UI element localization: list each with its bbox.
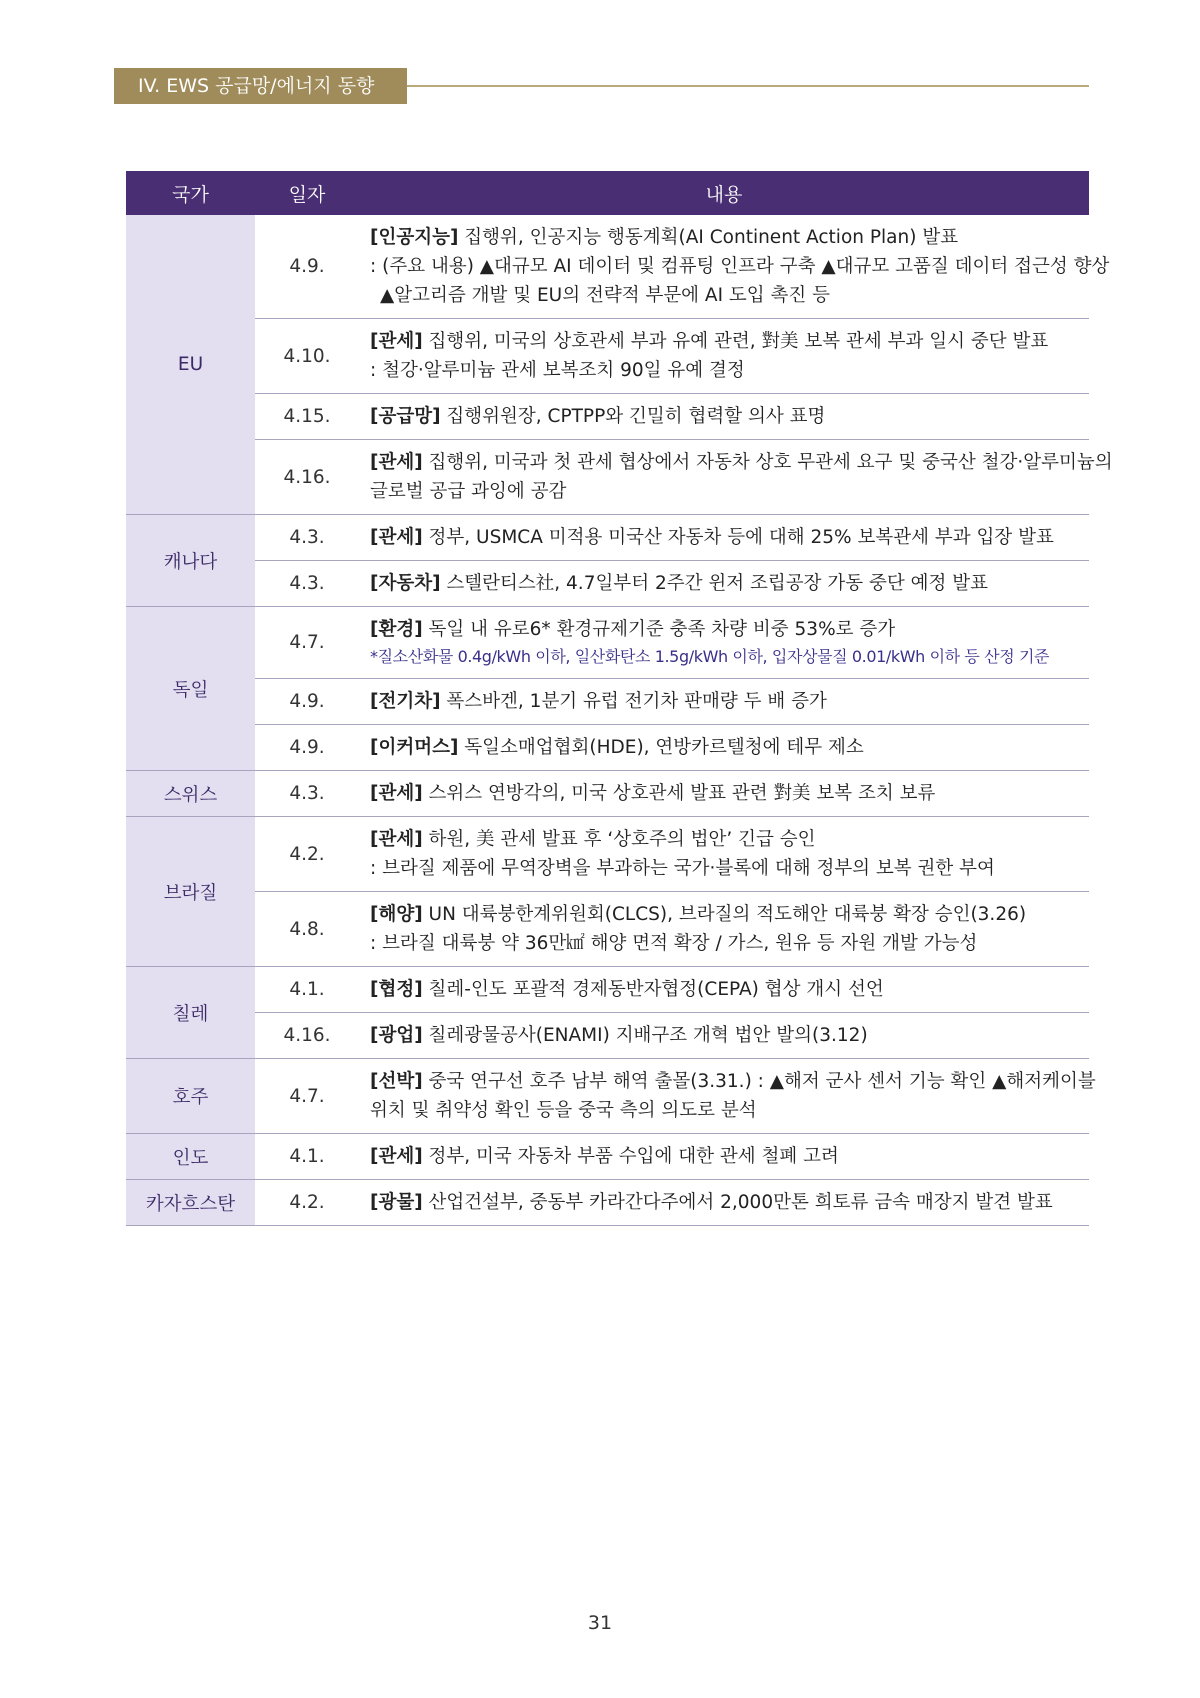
content-text: 스위스 연방각의, 미국 상호관세 발표 관련 對美 보복 조치 보류 — [428, 783, 936, 804]
date-cell: 4.3. — [255, 561, 359, 607]
content-text: 칠레-인도 포괄적 경제동반자협정(CEPA) 협상 개시 선언 — [428, 979, 884, 1000]
category-tag: [관세] — [370, 1146, 423, 1167]
page-number: 31 — [587, 1612, 613, 1634]
section-title: IV. EWS 공급망/에너지 동향 — [114, 68, 407, 104]
table-row — [126, 561, 1089, 607]
news-table — [126, 171, 1113, 1226]
table-row — [126, 679, 1089, 725]
content-cell — [359, 1013, 1089, 1059]
category-tag: [전기차] — [370, 691, 441, 712]
country-cell: 독일 — [126, 607, 255, 771]
content-cell — [359, 771, 1089, 817]
header-date: 일자 — [255, 171, 359, 215]
category-tag: [해양] — [370, 904, 423, 925]
table-row — [126, 1180, 1089, 1226]
content-text: UN 대륙붕한계위원회(CLCS), 브라질의 적도해안 대륙붕 확장 승인(3.26) — [428, 904, 1027, 925]
content-text: 위치 및 취약성 확인 등을 중국 측의 의도로 분석 — [370, 1100, 757, 1121]
table-row — [126, 892, 1089, 967]
table-row — [126, 967, 1089, 1013]
table-row — [126, 725, 1089, 771]
table-row — [126, 607, 1089, 679]
content-cell — [359, 1059, 1096, 1134]
table-row — [126, 1134, 1089, 1180]
content-text: 집행위, 미국과 첫 관세 협상에서 자동차 상호 무관세 요구 및 중국산 철강·알루미늄의 — [428, 452, 1113, 473]
date-cell: 4.9. — [255, 679, 359, 725]
content-detail: : 브라질 대륙붕 약 36만㎢ 해양 면적 확장 / 가스, 원유 등 자원 개발 가능성 — [370, 933, 978, 954]
content-cell — [359, 607, 1089, 679]
category-tag: [광업] — [370, 1025, 423, 1046]
country-cell: 브라질 — [126, 817, 255, 967]
category-tag: [관세] — [370, 527, 423, 548]
date-cell: 4.15. — [255, 394, 359, 440]
category-tag: [관세] — [370, 783, 423, 804]
content-detail: : 브라질 제품에 무역장벽을 부과하는 국가·블록에 대해 정부의 보복 권한 부여 — [370, 858, 995, 879]
content-text: 중국 연구선 호주 남부 해역 출몰(3.31.) : ▲해저 군사 센서 기능 확인 ▲해저케이블 — [428, 1071, 1096, 1092]
date-cell: 4.1. — [255, 1134, 359, 1180]
date-cell: 4.7. — [255, 1059, 359, 1134]
content-cell — [359, 215, 1110, 319]
date-cell: 4.9. — [255, 215, 359, 319]
category-tag: [광물] — [370, 1192, 423, 1213]
date-cell: 4.3. — [255, 771, 359, 817]
content-cell — [359, 440, 1113, 515]
content-text: 글로벌 공급 과잉에 공감 — [370, 481, 567, 502]
content-text: 집행위, 인공지능 행동계획(AI Continent Action Plan) 발표 — [464, 227, 959, 248]
content-cell — [359, 394, 1089, 440]
content-cell — [359, 892, 1089, 967]
category-tag: [환경] — [370, 619, 423, 640]
table-header-row — [126, 171, 1089, 215]
country-cell: 카자흐스탄 — [126, 1180, 255, 1226]
table-row — [126, 215, 1089, 319]
content-text: 독일소매업협회(HDE), 연방카르텔청에 테무 제소 — [464, 737, 864, 758]
category-tag: [자동차] — [370, 573, 441, 594]
table-row — [126, 1013, 1089, 1059]
content-cell — [359, 515, 1089, 561]
date-cell: 4.10. — [255, 319, 359, 394]
content-detail: ▲알고리즘 개발 및 EU의 전략적 부문에 AI 도입 촉진 등 — [380, 285, 831, 306]
table-row — [126, 1059, 1089, 1134]
header-content: 내용 — [359, 171, 1089, 215]
date-cell: 4.9. — [255, 725, 359, 771]
content-text: 집행위원장, CPTPP와 긴밀히 협력할 의사 표명 — [446, 406, 826, 427]
table-row — [126, 771, 1089, 817]
date-cell: 4.2. — [255, 817, 359, 892]
content-cell — [359, 319, 1089, 394]
content-text: 하원, 美 관세 발표 후 ‘상호주의 법안’ 긴급 승인 — [428, 829, 816, 850]
table-row — [126, 515, 1089, 561]
content-text: 정부, USMCA 미적용 미국산 자동차 등에 대해 25% 보복관세 부과 입장 발표 — [428, 527, 1054, 548]
content-text: 독일 내 유로6* 환경규제기준 충족 차량 비중 53%로 증가 — [428, 619, 896, 640]
category-tag: [인공지능] — [370, 227, 459, 248]
country-cell: 호주 — [126, 1059, 255, 1134]
content-cell — [359, 679, 1089, 725]
date-cell: 4.8. — [255, 892, 359, 967]
content-cell — [359, 817, 1089, 892]
country-cell: 스위스 — [126, 771, 255, 817]
date-cell: 4.7. — [255, 607, 359, 679]
content-cell — [359, 561, 1089, 607]
content-detail: : 철강·알루미늄 관세 보복조치 90일 유예 결정 — [370, 360, 745, 381]
category-tag: [공급망] — [370, 406, 441, 427]
category-tag: [관세] — [370, 331, 423, 352]
content-cell — [359, 1180, 1089, 1226]
category-tag: [관세] — [370, 452, 423, 473]
country-cell: 인도 — [126, 1134, 255, 1180]
content-text: 스텔란티스社, 4.7일부터 2주간 윈저 조립공장 가동 중단 예정 발표 — [446, 573, 988, 594]
content-text: 칠레광물공사(ENAMI) 지배구조 개혁 법안 발의(3.12) — [428, 1025, 868, 1046]
category-tag: [협정] — [370, 979, 423, 1000]
content-text: 집행위, 미국의 상호관세 부과 유예 관련, 對美 보복 관세 부과 일시 중단 발표 — [428, 331, 1049, 352]
footnote-text: *질소산화물 0.4g/kWh 이하, 일산화탄소 1.5g/kWh 이하, 입자상물질 0.01/kWh 이하 등 산정 기준 — [370, 647, 1050, 666]
date-cell: 4.2. — [255, 1180, 359, 1226]
content-cell — [359, 967, 1089, 1013]
content-detail: : (주요 내용) ▲대규모 AI 데이터 및 컴퓨팅 인프라 구축 ▲대규모 고품질 데이터 접근성 향상 — [370, 256, 1110, 277]
content-text: 정부, 미국 자동차 부품 수입에 대한 관세 철폐 고려 — [428, 1146, 839, 1167]
category-tag: [관세] — [370, 829, 423, 850]
content-text: 산업건설부, 중동부 카라간다주에서 2,000만톤 희토류 금속 매장지 발견 발표 — [428, 1192, 1053, 1213]
category-tag: [이커머스] — [370, 737, 459, 758]
table-row — [126, 394, 1089, 440]
table-row — [126, 440, 1089, 515]
section-divider — [407, 85, 1089, 87]
country-cell: 칠레 — [126, 967, 255, 1059]
content-cell — [359, 725, 1089, 771]
country-cell: 캐나다 — [126, 515, 255, 607]
table-row — [126, 817, 1089, 892]
section-header — [114, 68, 1089, 104]
category-tag: [선박] — [370, 1071, 423, 1092]
date-cell: 4.16. — [255, 440, 359, 515]
table-row — [126, 319, 1089, 394]
header-country: 국가 — [126, 171, 255, 215]
date-cell: 4.16. — [255, 1013, 359, 1059]
country-cell: EU — [126, 215, 255, 515]
date-cell: 4.1. — [255, 967, 359, 1013]
date-cell: 4.3. — [255, 515, 359, 561]
content-cell — [359, 1134, 1089, 1180]
content-text: 폭스바겐, 1분기 유럽 전기차 판매량 두 배 증가 — [446, 691, 827, 712]
